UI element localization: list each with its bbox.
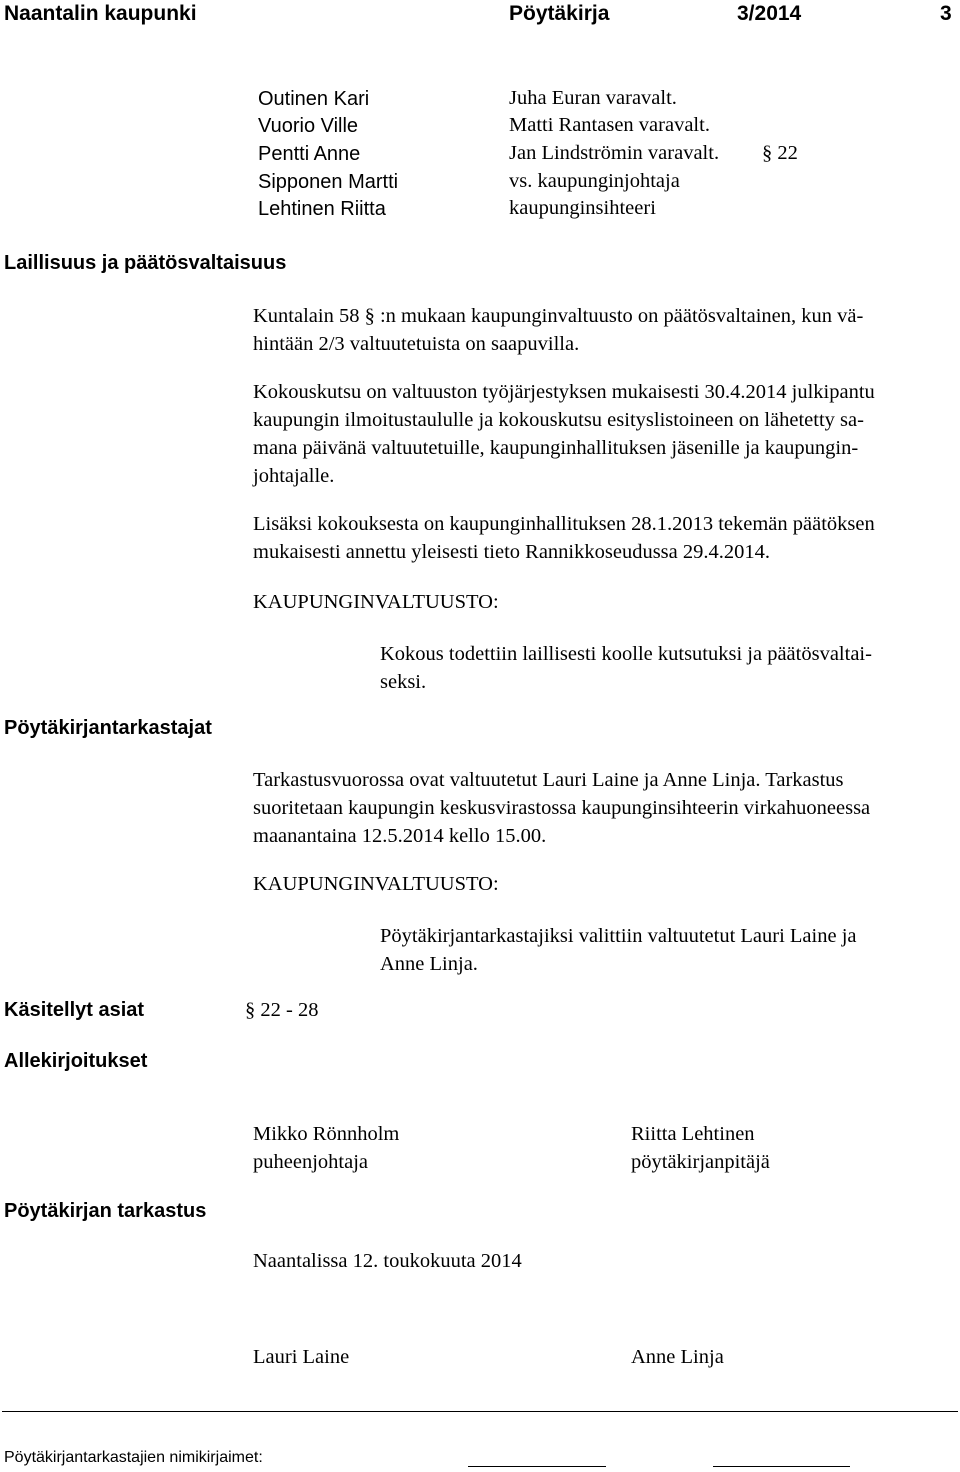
attendee-role: kaupunginsihteeri (509, 197, 656, 219)
legality-paragraph-1 (253, 302, 863, 358)
attendee-name: Pentti Anne (258, 143, 361, 165)
attendee-role: Jan Lindströmin varavalt. (509, 142, 720, 164)
text-line: mukaisesti annettu yleisesti tieto Rannikkoseudussa 29.4.2014. (253, 541, 770, 563)
reviewer-name: Anne Linja (631, 1346, 724, 1368)
handled-items-value: § 22 - 28 (245, 999, 319, 1021)
legality-paragraph-2 (253, 378, 875, 490)
signer-title-secretary: pöytäkirjanpitäjä (631, 1151, 770, 1173)
initials-label: Pöytäkirjantarkastajien nimikirjaimet: (4, 1449, 263, 1466)
attendee-name: Sipponen Martti (258, 171, 399, 193)
document-type: Pöytäkirja (509, 2, 610, 25)
text-line: Kokouskutsu on valtuuston työjärjestyksen mukaisesti 30.4.2014 julkipantu (253, 381, 875, 403)
attendee-name: Vuorio Ville (258, 115, 359, 137)
attendee-role: Juha Euran varavalt. (509, 87, 677, 109)
text-line: kaupungin ilmoitustaululle ja kokouskutsu esityslistoineen on lähetetty sa- (253, 409, 864, 431)
municipality-name: Naantalin kaupunki (4, 2, 197, 25)
section-heading-checkers: Pöytäkirjantarkastajat (4, 717, 212, 739)
signer-name-secretary: Riitta Lehtinen (631, 1123, 755, 1145)
text-line: Lisäksi kokouksesta on kaupunginhallituksen 28.1.2013 tekemän päätöksen (253, 513, 875, 535)
attendee-name: Lehtinen Riitta (258, 198, 386, 220)
section-heading-legality: Laillisuus ja päätösvaltaisuus (4, 252, 287, 274)
initials-line (713, 1466, 850, 1467)
text-line: Anne Linja. (380, 953, 478, 975)
text-line: suoritetaan kaupungin keskusvirastossa kaupunginsihteerin virkahuoneessa (253, 797, 871, 819)
attendee-note: § 22 (762, 142, 798, 164)
council-label: KAUPUNGINVALTUUSTO: (253, 591, 499, 613)
text-line: mana päivänä valtuutetuille, kaupunginhallituksen jäsenille ja kaupungin- (253, 437, 859, 459)
page-number: 3 (940, 2, 952, 25)
text-line: hintään 2/3 valtuutetuista on saapuvilla. (253, 333, 580, 355)
council-label: KAUPUNGINVALTUUSTO: (253, 873, 499, 895)
footer-divider (2, 1411, 958, 1412)
text-line: Pöytäkirjantarkastajiksi valittiin valtuutetut Lauri Laine ja (380, 925, 857, 947)
attendee-name: Outinen Kari (258, 88, 370, 110)
text-line: maanantaina 12.5.2014 kello 15.00. (253, 825, 547, 847)
signer-name-chair: Mikko Rönnholm (253, 1123, 400, 1145)
text-line: johtajalle. (253, 465, 335, 487)
legality-paragraph-3 (253, 510, 875, 566)
checkers-paragraph (253, 766, 870, 850)
initials-line (468, 1466, 606, 1467)
document-issue: 3/2014 (737, 2, 802, 25)
text-line: Kuntalain 58 § :n mukaan kaupunginvaltuusto on päätösvaltainen, kun vä- (253, 305, 864, 327)
legality-decision (380, 640, 872, 696)
signer-title-chair: puheenjohtaja (253, 1151, 368, 1173)
review-place-date: Naantalissa 12. toukokuuta 2014 (253, 1250, 522, 1272)
text-line: seksi. (380, 671, 427, 693)
attendee-role: Matti Rantasen varavalt. (509, 114, 710, 136)
text-line: Tarkastusvuorossa ovat valtuutetut Lauri Laine ja Anne Linja. Tarkastus (253, 769, 844, 791)
reviewer-name: Lauri Laine (253, 1346, 350, 1368)
section-heading-review: Pöytäkirjan tarkastus (4, 1200, 207, 1222)
section-heading-handled: Käsitellyt asiat (4, 999, 145, 1021)
attendee-role: vs. kaupunginjohtaja (509, 170, 680, 192)
section-heading-signatures: Allekirjoitukset (4, 1050, 148, 1072)
text-line: Kokous todettiin laillisesti koolle kutsutuksi ja päätösvaltai- (380, 643, 872, 665)
checkers-decision (380, 922, 857, 978)
